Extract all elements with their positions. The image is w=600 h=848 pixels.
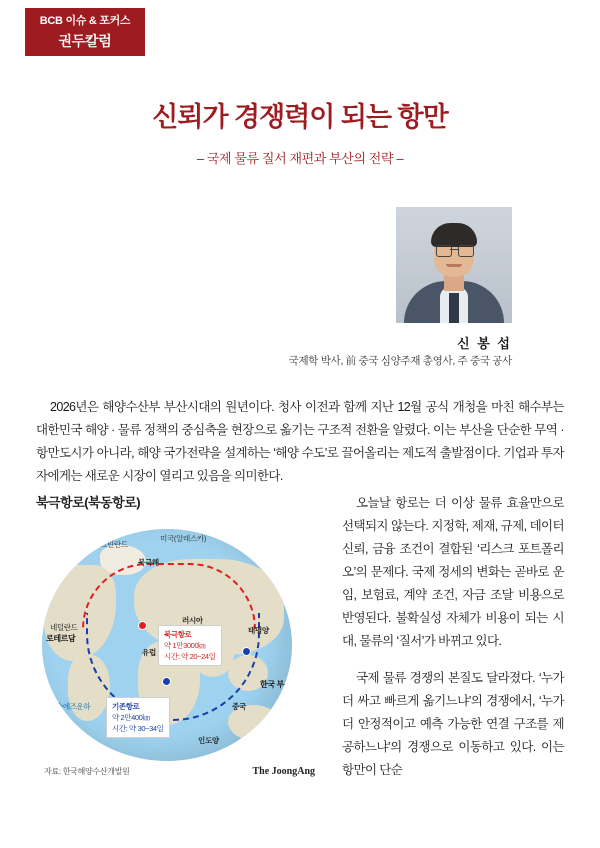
globe-map: [42, 529, 292, 761]
pin-label-rotterdam: 로테르담: [46, 634, 76, 643]
callout-arctic-distance: 약 1만3000㎞: [164, 641, 206, 650]
portrait-glasses-right: [458, 245, 474, 257]
body-paragraph-2: 국제 물류 경쟁의 본질도 달라졌다. ‘누가 더 싸고 빠르게 옮기느냐’의 경쟁에서, ‘누가 더 안정적이고 예측 가능한 연결 구조를 제공하느냐’의 경쟁으로 이동하고 있다. 이는 항만이 단순: [342, 671, 564, 777]
masthead-line2: 권두칼럼: [58, 33, 112, 49]
pin-label-netherlands: 네덜란드: [50, 623, 78, 632]
pin-label-suez-canal: 수에즈운하: [56, 702, 91, 711]
map-label-china: 중국: [232, 702, 246, 711]
title-block: [0, 100, 600, 167]
portrait-tie: [449, 293, 459, 323]
map-label-alaska: 미국(알래스카): [160, 534, 207, 543]
portrait-glasses-left: [436, 245, 452, 257]
map-label-europe: 유럽: [142, 648, 156, 657]
portrait-hair: [431, 223, 477, 247]
callout-classic-time: 시간: 약 30~34일: [112, 724, 164, 733]
figure-frame: [36, 519, 321, 779]
callout-arctic-time: 시간: 약 20~24일: [164, 652, 216, 661]
figure-column: [36, 492, 321, 779]
map-label-indian-ocean: 인도양: [198, 736, 219, 745]
map-label-russia: 러시아: [182, 616, 203, 625]
page-title: 신뢰가 경쟁력이 되는 항만: [152, 102, 448, 132]
map-label-pacific: 태평양: [248, 626, 269, 635]
port-marker-rotterdam: [138, 621, 147, 630]
callout-classic-name: 기존항로: [112, 702, 140, 711]
callout-arctic-route: [158, 625, 222, 666]
figure-brand: The JoongAng: [252, 766, 315, 777]
portrait-glasses-bridge: [450, 249, 458, 250]
masthead-line1: BCB 이슈 & 포커스: [39, 15, 131, 27]
callout-classic-distance: 약 2만400㎞: [112, 713, 150, 722]
page-subtitle: – 국제 물류 질서 재편과 부산의 전략 –: [196, 151, 404, 166]
body-text-column: [342, 492, 564, 796]
map-label-greenland: 그린란드: [100, 540, 128, 549]
lead-paragraph: 2026년은 해양수산부 부산시대의 원년이다. 청사 이전과 함께 지난 12월 공식 개청을 마친 해수부는 대한민국 해양 · 물류 정책의 중심축을 현장으로 옮기는 구조적 전환을 알렸다. 이는 부산을 단순한 무역 · 항만도시가 아니라, 해양 국가전략을 설계하는 ‘해양 수도’로 끌어올리는 제도적 출발점이다. 기업과 투자자에게는 새로운 시장이 열리고 있음을 의미한다.: [36, 400, 564, 483]
port-marker-busan: [242, 647, 251, 656]
callout-classic-route: [106, 697, 170, 738]
body-paragraph-1: 오늘날 항로는 더 이상 물류 효율만으로 선택되지 않는다. 지정학, 제재, 규제, 데이터 신뢰, 금융 조건이 결합된 ‘리스크 포트폴리오’의 문제다. 국제 정세의 변화는 곧바로 운임, 보험료, 계약 조건, 자금 조달 비용으로 반영된다. 불확실성 자체가 비용이 되는 시대, 물류의 ‘질서’가 바뀌고 있다.: [342, 496, 564, 648]
masthead-badge: [25, 8, 145, 56]
portrait-mouth: [446, 264, 462, 267]
figure-source: 자료: 한국해양수산개발원: [44, 767, 130, 776]
author-portrait: [396, 207, 512, 323]
callout-arctic-name: 북극항로: [164, 630, 192, 639]
author-name: 신 봉 섭: [457, 336, 512, 351]
author-description: 국제학 박사, 前 중국 심양주재 총영사, 주 중국 공사: [288, 355, 512, 367]
pin-label-busan: 한국 부산: [260, 680, 292, 689]
map-label-arctic-ocean: 북극해: [138, 558, 159, 567]
figure-title: 북극항로(북동항로): [36, 495, 141, 510]
canal-marker-suez: [162, 677, 171, 686]
